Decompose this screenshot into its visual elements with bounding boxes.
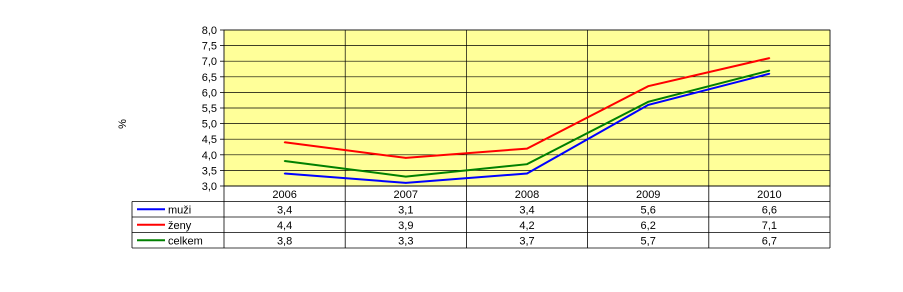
table-value: 6,2 [640,219,656,232]
x-tick-label: 2007 [393,189,419,201]
data-point [769,57,771,59]
data-point [526,173,528,175]
table-value: 3,4 [276,204,293,217]
data-point [284,160,286,162]
data-point [647,104,649,106]
data-point [405,176,407,178]
y-axis-label: % [117,119,129,129]
table-value: 5,7 [640,235,656,248]
y-tick-label: 5,5 [201,103,217,115]
y-tick-label: 5,0 [201,118,217,131]
data-table [132,186,830,248]
table-value: 3,9 [398,219,414,232]
table-value: 3,4 [519,204,535,217]
table-value: 3,8 [276,235,293,248]
y-tick-label: 7,0 [201,56,217,69]
data-point [647,85,649,87]
y-axis [202,25,224,193]
y-tick-label: 8,0 [201,25,217,37]
x-tick-label: 2010 [757,189,782,201]
table-value: 3,1 [398,204,414,217]
table-value: 5,6 [640,204,656,217]
data-point [769,70,771,72]
y-tick-label: 3,0 [201,181,217,193]
data-point [284,173,286,175]
table-value: 4,2 [519,219,535,232]
table-value: 4,4 [276,219,293,232]
data-point [526,163,528,165]
legend-label: ženy [168,219,192,232]
legend-label: muži [168,204,192,217]
table-value: 6,6 [761,204,778,217]
data-point [526,148,528,150]
table-value: 7,1 [761,219,778,232]
y-tick-label: 6,5 [201,71,217,84]
y-tick-label: 4,0 [201,149,217,162]
table-value: 3,3 [398,235,414,248]
y-tick-label: 7,5 [201,40,217,53]
y-tick-label: 3,5 [201,165,217,178]
x-tick-label: 2008 [514,189,540,201]
table-value: 6,7 [761,235,778,248]
y-tick-label: 6,0 [201,87,217,100]
x-tick-label: 2006 [272,189,297,201]
data-point [405,182,407,184]
y-tick-label: 4,5 [201,134,217,147]
data-point [284,142,286,144]
x-tick-label: 2009 [635,189,661,201]
data-point [405,157,407,159]
table-value: 3,7 [519,235,535,248]
data-point [769,73,771,75]
legend-label: celkem [168,235,203,248]
data-point [647,101,649,103]
